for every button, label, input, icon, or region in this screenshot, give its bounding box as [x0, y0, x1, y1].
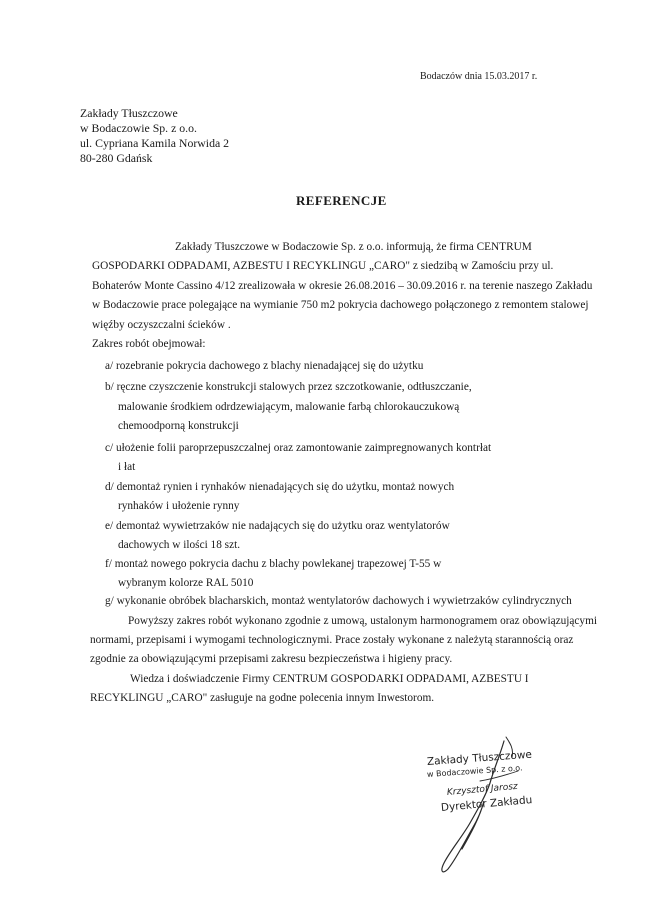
list-item-continuation: i łat — [118, 461, 136, 473]
list-item: g/ wykonanie obróbek blacharskich, montaż wentylatorów dachowych i wywietrzaków cylindrycznych — [105, 595, 572, 607]
stamp-line: w Bodaczowie Sp. z o.o. — [426, 763, 523, 779]
text-line: Powyższy zakres robót wykonano zgodnie z umową, ustalonym harmonogramem oraz obowiązującymi — [128, 615, 598, 627]
list-item: e/ demontaż wywietrzaków nie nadających się do użytku oraz wentylatorów — [105, 520, 450, 532]
list-item: a/ rozebranie pokrycia dachowego z blachy nienadającej się do użytku — [105, 360, 424, 372]
document-date: Bodaczów dnia 15.03.2017 r. — [420, 71, 538, 82]
stamp-line: Krzysztof Jarosz — [446, 781, 519, 798]
document-title: REFERENCJE — [296, 193, 387, 208]
addressee-line: 80-280 Gdańsk — [80, 151, 153, 165]
signature-icon — [420, 735, 540, 885]
list-item-continuation: chemoodporną konstrukcji — [118, 420, 239, 432]
text-line: więźby oczyszczalni ścieków . — [92, 319, 231, 331]
list-item: c/ ułożenie folii paroprzepuszczalnej oraz zamontowanie zaimpregnowanych kontrłat — [105, 442, 492, 454]
text-line: GOSPODARKI ODPADAMI, AZBESTU I RECYKLINGU „CARO" z siedzibą w Zamościu przy ul. — [92, 260, 554, 272]
text-line: Bohaterów Monte Cassino 4/12 zrealizowała w okresie 26.08.2016 – 30.09.2016 r. na terenie naszego Zakładu — [92, 280, 593, 292]
list-item: f/ montaż nowego pokrycia dachu z blachy powlekanej trapezowej T-55 w — [105, 558, 442, 570]
text-line: w Bodaczowie prace polegające na wymianie 750 m2 pokrycia dachowego połączonego z remontem stalowej — [92, 299, 589, 311]
text-line: zgodnie za obowiązującymi przepisami zakresu bezpieczeństwa i higieny pracy. — [90, 653, 453, 665]
list-item-continuation: malowanie środkiem odrdzewiającym, malowanie farbą chlorokauczukową — [118, 401, 460, 413]
text-line: normami, przepisami i wymogami technologicznymi. Prace zostały wykonane z należytą starannością oraz — [90, 634, 574, 646]
stamp-line: Zakłady Tłuszczowe — [426, 748, 533, 768]
list-item-continuation: dachowych w ilości 18 szt. — [118, 539, 241, 551]
addressee-line: ul. Cypriana Kamila Norwida 2 — [80, 136, 230, 150]
scope-heading: Zakres robót obejmował: — [92, 338, 206, 350]
list-item-continuation: wybranym kolorze RAL 5010 — [118, 577, 254, 589]
list-item-continuation: rynhaków i ułożenie rynny — [118, 500, 240, 512]
text-line: Zakłady Tłuszczowe w Bodaczowie Sp. z o.o. informują, że firma CENTRUM — [175, 241, 532, 253]
addressee-line: w Bodaczowie Sp. z o.o. — [80, 121, 197, 135]
stamp-line: Dyrektor Zakładu — [440, 794, 533, 814]
text-line: Wiedza i doświadczenie Firmy CENTRUM GOSPODARKI ODPADAMI, AZBESTU I — [130, 673, 529, 685]
text-line: RECYKLINGU „CARO" zasługuje na godne polecenia innym Inwestorom. — [90, 692, 435, 704]
list-item: d/ demontaż rynien i rynhaków nienadających się do użytku, montaż nowych — [105, 481, 455, 493]
addressee-line: Zakłady Tłuszczowe — [80, 106, 178, 120]
list-item: b/ ręczne czyszczenie konstrukcji stalowych przez szczotkowanie, odtłuszczanie, — [105, 381, 472, 393]
